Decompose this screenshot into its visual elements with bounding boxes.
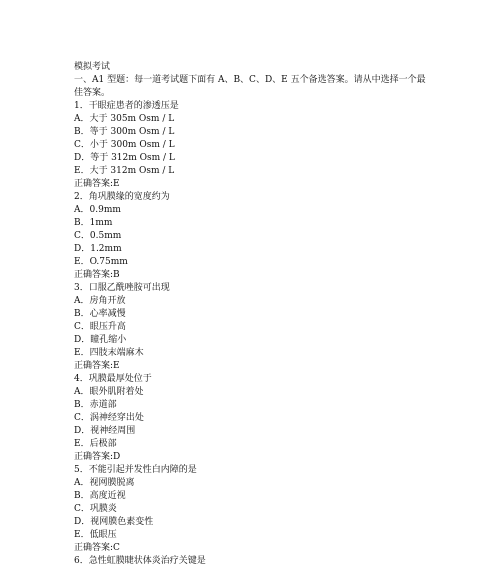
answer-option: D．视网膜色素变性 [74, 517, 154, 527]
correct-answer: 正确答案:D [74, 452, 121, 462]
answer-option: C．小于 300m Osm / L [74, 140, 175, 150]
answer-option: A．眼外肌附着处 [74, 387, 144, 397]
answer-option: D．等于 312m Osm / L [74, 153, 175, 163]
question-block-1 [74, 100, 434, 191]
answer-option: A．大于 305m Osm / L [74, 114, 175, 124]
question-stem: 3．口服乙酰唑胺可出现 [74, 283, 170, 293]
document-body [74, 61, 434, 565]
correct-answer: 正确答案:B [74, 270, 120, 280]
question-stem: 2．角巩膜缘的宽度约为 [74, 192, 170, 202]
answer-option: C．涡神经穿出处 [74, 413, 144, 423]
answer-option: B．心率减慢 [74, 309, 126, 319]
correct-answer: 正确答案:C [74, 543, 120, 553]
question-stem: 1．干眼症患者的渗透压是 [74, 101, 179, 111]
answer-option: D．瞳孔缩小 [74, 335, 127, 345]
answer-option: E．后极部 [74, 439, 117, 449]
answer-option: B．赤道部 [74, 400, 117, 410]
answer-option: E．四肢末端麻木 [74, 348, 144, 358]
answer-option: E．O.75mm [74, 257, 128, 267]
answer-option: C．巩膜炎 [74, 504, 117, 514]
answer-option: A．房角开放 [74, 296, 126, 306]
question-block-4 [74, 373, 434, 464]
answer-option: B．等于 300m Osm / L [74, 127, 175, 137]
document-title: 模拟考试 [74, 62, 111, 72]
answer-option: D．1.2mm [74, 244, 122, 254]
answer-option: B．高度近视 [74, 491, 126, 501]
question-stem: 4．巩膜最厚处位于 [74, 374, 152, 384]
answer-option: B．1mm [74, 218, 113, 228]
answer-option: A．0.9mm [74, 205, 121, 215]
answer-option: E．大于 312m Osm / L [74, 166, 175, 176]
question-block-3 [74, 282, 434, 373]
question-stem: 5．不能引起并发性白内障的是 [74, 465, 197, 475]
answer-option: D．视神经周围 [74, 426, 136, 436]
answer-option: C．0.5mm [74, 231, 122, 241]
section-heading: 一、A1 型题：每一道考试题下面有 A、B、C、D、E 五个备选答案。请从中选择一个最佳答案。 [74, 75, 426, 98]
correct-answer: 正确答案:E [74, 361, 120, 371]
correct-answer: 正确答案:E [74, 179, 120, 189]
question-stem-cut-off: 6．急性虹膜睫状体炎治疗关键是 [74, 556, 206, 565]
answer-option: C．眼压升高 [74, 322, 126, 332]
question-block-5 [74, 464, 434, 555]
question-block-2 [74, 191, 434, 282]
answer-option: E．低眼压 [74, 530, 117, 540]
answer-option: A．视网膜脱离 [74, 478, 135, 488]
